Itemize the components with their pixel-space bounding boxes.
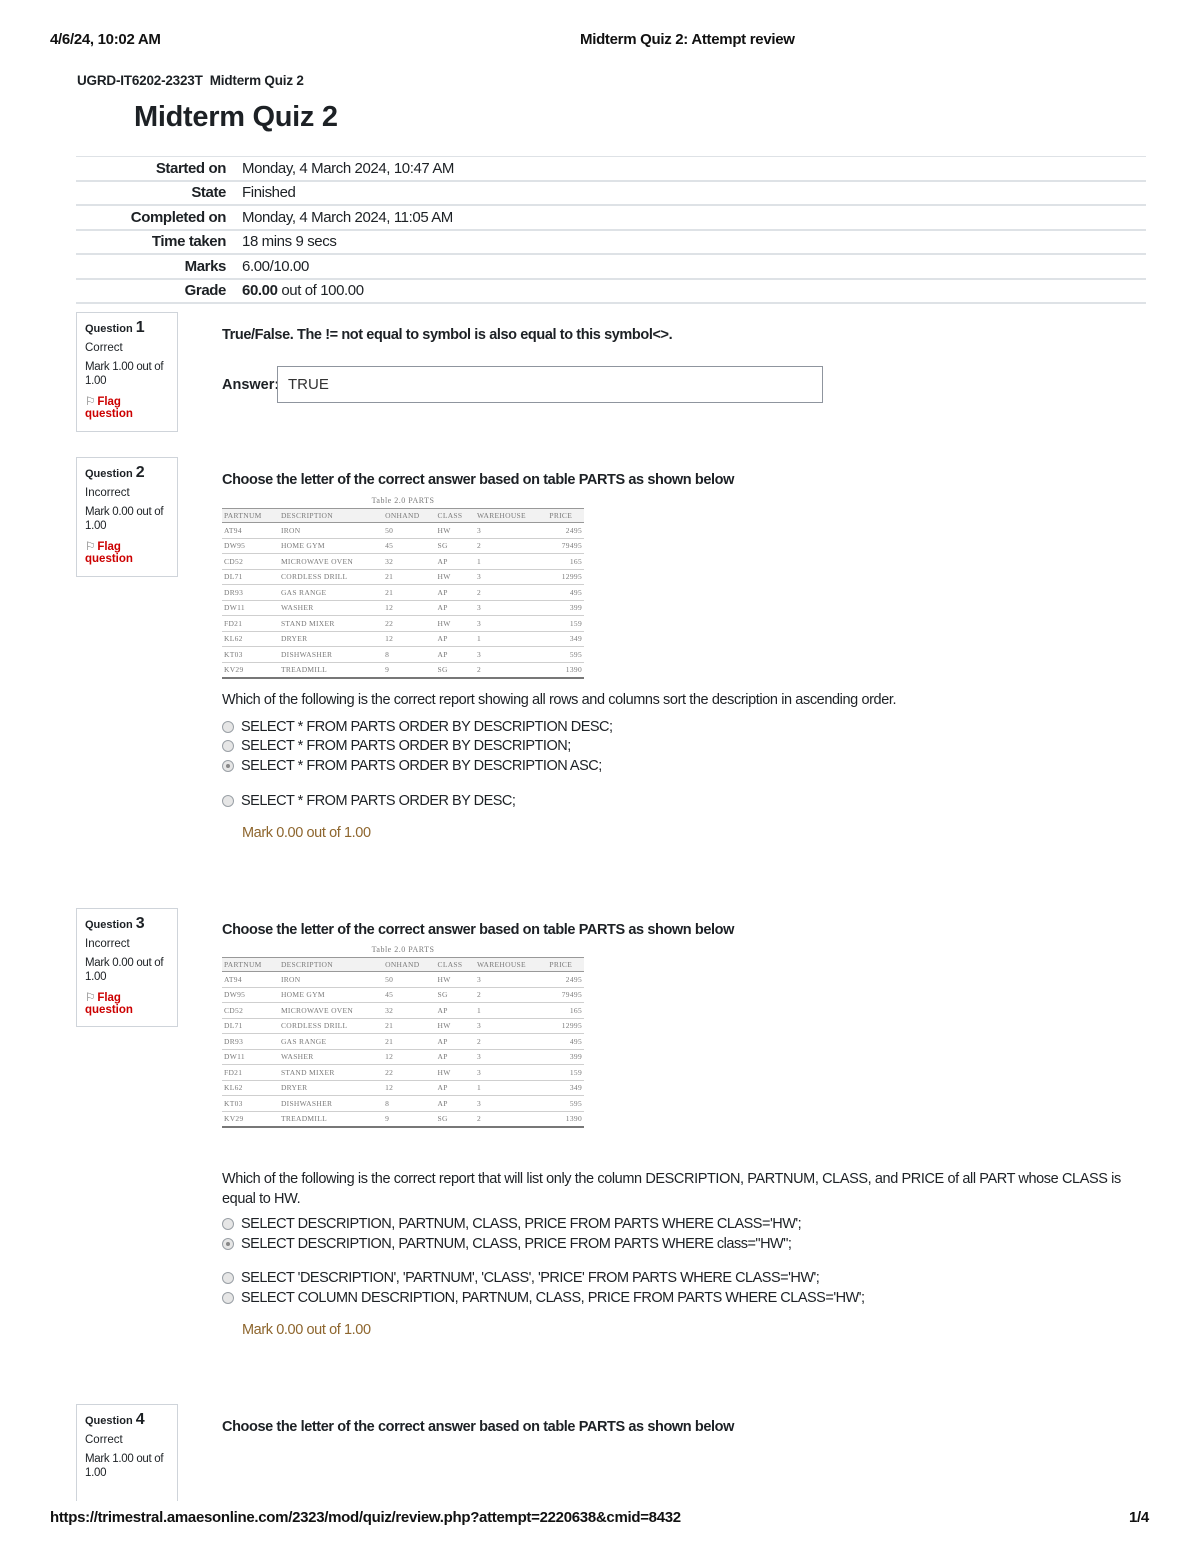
- parts-col-header: CLASS: [436, 958, 475, 972]
- parts-table-cell: HOME GYM: [279, 987, 383, 1003]
- parts-table-cell: 45: [383, 987, 435, 1003]
- parts-col-header: WAREHOUSE: [475, 509, 547, 523]
- parts-col-header: PARTNUM: [222, 509, 279, 523]
- parts-table-cell: DR93: [222, 585, 279, 601]
- parts-table-row: [222, 600, 584, 616]
- summary-row-marks: [76, 255, 1146, 280]
- parts-table-cell: DW11: [222, 600, 279, 616]
- parts-table-cell: 22: [383, 616, 435, 632]
- parts-table-cell: HW: [436, 616, 475, 632]
- summary-value: 18 mins 9 secs: [242, 233, 337, 251]
- parts-table-cell: 21: [383, 1018, 435, 1034]
- parts-table-cell: 3: [475, 647, 547, 663]
- flag-icon: ⚐: [85, 992, 96, 1004]
- question-state: Correct: [85, 1434, 123, 1446]
- parts-table-cell: 3: [475, 972, 547, 988]
- parts-table-cell: 1: [475, 1080, 547, 1096]
- parts-table-cell: AP: [436, 600, 475, 616]
- parts-table-cell: HW: [436, 972, 475, 988]
- parts-table-cell: AP: [436, 554, 475, 570]
- answer-field[interactable]: TRUE: [277, 366, 823, 403]
- breadcrumb-quiz[interactable]: Midterm Quiz 2: [209, 73, 304, 88]
- parts-table-cell: 2: [475, 538, 547, 554]
- parts-col-header: PARTNUM: [222, 958, 279, 972]
- parts-table-cell: 2495: [547, 972, 584, 988]
- question-number: Question 1: [85, 319, 145, 336]
- question-state: Incorrect: [85, 487, 130, 499]
- parts-table-row: [222, 987, 584, 1003]
- parts-table-cell: GAS RANGE: [279, 1034, 383, 1050]
- parts-table-cell: 12: [383, 1049, 435, 1065]
- breadcrumb-course[interactable]: UGRD-IT6202-2323T: [77, 73, 203, 88]
- flag-question-link[interactable]: ⚐ Flag question: [85, 396, 133, 420]
- parts-table: [222, 508, 584, 679]
- parts-table-cell: 3: [475, 1049, 547, 1065]
- parts-table-cell: 3: [475, 523, 547, 539]
- parts-table-row: [222, 972, 584, 988]
- parts-table-cell: 79495: [547, 538, 584, 554]
- question-mark: Mark 1.00 out of 1.00: [85, 361, 164, 387]
- parts-table-cell: AP: [436, 1049, 475, 1065]
- parts-table-cell: DRYER: [279, 1080, 383, 1096]
- parts-table-cell: AP: [436, 1096, 475, 1112]
- parts-table-cell: HW: [436, 1018, 475, 1034]
- summary-label: Time taken: [151, 233, 226, 251]
- parts-table-row: [222, 631, 584, 647]
- parts-table-cell: FD21: [222, 1065, 279, 1081]
- radio-button[interactable]: [222, 721, 234, 733]
- parts-table-cell: 495: [547, 1034, 584, 1050]
- question-mark: Mark 1.00 out of 1.00: [85, 1453, 164, 1479]
- parts-table-cell: DR93: [222, 1034, 279, 1050]
- parts-table-caption: Table 2.0 PARTS: [371, 945, 435, 954]
- parts-table-cell: TREADMILL: [279, 1111, 383, 1127]
- parts-table-row: [222, 554, 584, 570]
- parts-table-cell: 3: [475, 569, 547, 585]
- parts-table-cell: 2: [475, 1034, 547, 1050]
- parts-table-row: [222, 1065, 584, 1081]
- parts-table-cell: IRON: [279, 523, 383, 539]
- parts-table-cell: GAS RANGE: [279, 585, 383, 601]
- parts-table-cell: 50: [383, 523, 435, 539]
- parts-table-cell: 1: [475, 554, 547, 570]
- question-mark: Mark 0.00 out of 1.00: [85, 957, 164, 983]
- parts-table-cell: HOME GYM: [279, 538, 383, 554]
- parts-table-cell: KV29: [222, 1111, 279, 1127]
- print-datetime: 4/6/24, 10:02 AM: [50, 31, 161, 48]
- parts-table-cell: DISHWASHER: [279, 647, 383, 663]
- parts-table-cell: KT03: [222, 1096, 279, 1112]
- parts-table-cell: 159: [547, 1065, 584, 1081]
- parts-table-cell: DW11: [222, 1049, 279, 1065]
- parts-table-cell: SG: [436, 662, 475, 678]
- parts-table-cell: DW95: [222, 987, 279, 1003]
- parts-table-cell: MICROWAVE OVEN: [279, 1003, 383, 1019]
- flag-icon: ⚐: [85, 396, 96, 408]
- parts-table-cell: FD21: [222, 616, 279, 632]
- parts-table-cell: DISHWASHER: [279, 1096, 383, 1112]
- question-number: Question 2: [85, 464, 145, 481]
- parts-table-cell: HW: [436, 1065, 475, 1081]
- parts-table-cell: AP: [436, 585, 475, 601]
- question-mark-feedback: Mark 0.00 out of 1.00: [242, 1322, 371, 1338]
- parts-table-row: [222, 647, 584, 663]
- summary-label: Completed on: [130, 208, 226, 226]
- breadcrumb: [77, 73, 304, 88]
- radio-button[interactable]: [222, 740, 234, 752]
- parts-table-cell: 165: [547, 554, 584, 570]
- parts-table-cell: SG: [436, 987, 475, 1003]
- parts-table-cell: 2: [475, 662, 547, 678]
- parts-table-cell: 22: [383, 1065, 435, 1081]
- parts-table-cell: 1: [475, 1003, 547, 1019]
- summary-label: Started on: [155, 159, 226, 177]
- parts-table-cell: 349: [547, 631, 584, 647]
- question-3-prompt: Which of the following is the correct report that will list only the column DESCRIPTION, PARTNUM, CLASS, and PRICE of all PART whose CLASS is equal to HW.: [222, 1171, 1121, 1207]
- radio-button[interactable]: [222, 1292, 234, 1304]
- summary-value: Monday, 4 March 2024, 10:47 AM: [242, 159, 455, 177]
- parts-table-cell: AP: [436, 1034, 475, 1050]
- flag-icon: ⚐: [85, 541, 96, 553]
- parts-table-cell: WASHER: [279, 600, 383, 616]
- parts-table-cell: 1390: [547, 662, 584, 678]
- parts-table-cell: 3: [475, 1096, 547, 1112]
- summary-row-grade: [76, 280, 1146, 305]
- answer-option[interactable]: SELECT * FROM PARTS ORDER BY DESC;: [222, 793, 515, 809]
- parts-table-cell: MICROWAVE OVEN: [279, 554, 383, 570]
- parts-table-cell: 12995: [547, 1018, 584, 1034]
- summary-value: [242, 282, 364, 299]
- parts-table-cell: 32: [383, 554, 435, 570]
- parts-table-cell: AP: [436, 647, 475, 663]
- parts-table-cell: 2: [475, 987, 547, 1003]
- parts-table-cell: 21: [383, 1034, 435, 1050]
- parts-table-row: [222, 538, 584, 554]
- summary-value: 6.00/10.00: [242, 257, 309, 275]
- parts-table-cell: KL62: [222, 1080, 279, 1096]
- question-4-text: Choose the letter of the correct answer based on table PARTS as shown below: [222, 1419, 734, 1435]
- flag-question-link[interactable]: ⚐ Flag question: [85, 541, 133, 565]
- question-mark-feedback: Mark 0.00 out of 1.00: [242, 825, 371, 841]
- radio-button-selected[interactable]: [222, 760, 234, 772]
- parts-table-cell: 12: [383, 600, 435, 616]
- parts-table-cell: AT94: [222, 523, 279, 539]
- parts-table-cell: 165: [547, 1003, 584, 1019]
- summary-row-completed: [76, 206, 1146, 231]
- answer-option[interactable]: SELECT * FROM PARTS ORDER BY DESCRIPTION DESC;: [222, 719, 613, 735]
- parts-table-cell: KT03: [222, 647, 279, 663]
- parts-table-cell: 2495: [547, 523, 584, 539]
- parts-table-cell: DRYER: [279, 631, 383, 647]
- parts-table-cell: CORDLESS DRILL: [279, 569, 383, 585]
- radio-button-selected[interactable]: [222, 1238, 234, 1250]
- parts-table-body-q3: [222, 972, 584, 1128]
- parts-table-cell: 3: [475, 1018, 547, 1034]
- summary-label: State: [191, 184, 226, 202]
- parts-table-body-q2: [222, 523, 584, 679]
- grade-value: 60.00: [242, 282, 278, 300]
- question-4-info: [76, 1404, 178, 1501]
- parts-table-row: [222, 1049, 584, 1065]
- question-2-prompt: Which of the following is the correct report showing all rows and columns sort the description in ascending order.: [222, 692, 897, 708]
- parts-table-cell: HW: [436, 569, 475, 585]
- answer-option-selected[interactable]: SELECT DESCRIPTION, PARTNUM, CLASS, PRICE FROM PARTS WHERE class="HW";: [222, 1236, 791, 1252]
- parts-table-image: [222, 496, 584, 679]
- parts-table-cell: 79495: [547, 987, 584, 1003]
- summary-label: Marks: [184, 257, 226, 275]
- parts-table-cell: CORDLESS DRILL: [279, 1018, 383, 1034]
- parts-table-cell: 595: [547, 1096, 584, 1112]
- summary-label: Grade: [184, 282, 226, 300]
- parts-table-cell: DL71: [222, 569, 279, 585]
- page-title: Midterm Quiz 2: [134, 101, 338, 133]
- answer-option[interactable]: SELECT DESCRIPTION, PARTNUM, CLASS, PRICE FROM PARTS WHERE CLASS='HW';: [222, 1216, 801, 1232]
- parts-table-cell: IRON: [279, 972, 383, 988]
- parts-table-cell: 8: [383, 647, 435, 663]
- radio-button[interactable]: [222, 1272, 234, 1284]
- parts-col-header: ONHAND: [383, 958, 435, 972]
- parts-table-cell: 12: [383, 1080, 435, 1096]
- parts-table-cell: SG: [436, 538, 475, 554]
- answer-option[interactable]: SELECT COLUMN DESCRIPTION, PARTNUM, CLASS, PRICE FROM PARTS WHERE CLASS='HW';: [222, 1290, 865, 1306]
- radio-button[interactable]: [222, 1218, 234, 1230]
- parts-table-row: [222, 523, 584, 539]
- parts-table-cell: 3: [475, 1065, 547, 1081]
- parts-table-cell: CD52: [222, 554, 279, 570]
- parts-table-cell: 2: [475, 585, 547, 601]
- question-number: Question 4: [85, 1411, 145, 1428]
- parts-table-cell: 12995: [547, 569, 584, 585]
- parts-table-cell: 399: [547, 600, 584, 616]
- question-mark: Mark 0.00 out of 1.00: [85, 506, 164, 532]
- parts-table-row: [222, 1096, 584, 1112]
- parts-table-row: [222, 1034, 584, 1050]
- parts-table-cell: 1: [475, 631, 547, 647]
- parts-table-cell: SG: [436, 1111, 475, 1127]
- radio-button[interactable]: [222, 795, 234, 807]
- parts-table-cell: 1390: [547, 1111, 584, 1127]
- parts-table-cell: AT94: [222, 972, 279, 988]
- parts-table-cell: 2: [475, 1111, 547, 1127]
- parts-table-cell: 595: [547, 647, 584, 663]
- parts-table-cell: KV29: [222, 662, 279, 678]
- question-number: Question 3: [85, 915, 145, 932]
- summary-row-state: [76, 182, 1146, 207]
- parts-table-cell: DL71: [222, 1018, 279, 1034]
- print-title: Midterm Quiz 2: Attempt review: [580, 31, 795, 48]
- parts-table-cell: 495: [547, 585, 584, 601]
- parts-table-cell: 12: [383, 631, 435, 647]
- answer-option[interactable]: SELECT 'DESCRIPTION', 'PARTNUM', 'CLASS', 'PRICE' FROM PARTS WHERE CLASS='HW';: [222, 1270, 819, 1286]
- parts-table-cell: 349: [547, 1080, 584, 1096]
- parts-table-image: [222, 945, 584, 1128]
- parts-table-cell: AP: [436, 1003, 475, 1019]
- parts-col-header: WAREHOUSE: [475, 958, 547, 972]
- parts-table-cell: 32: [383, 1003, 435, 1019]
- print-footer-page: 1/4: [1129, 1509, 1149, 1526]
- parts-table-cell: 9: [383, 662, 435, 678]
- parts-table-row: [222, 662, 584, 678]
- parts-table-cell: 159: [547, 616, 584, 632]
- parts-table-cell: STAND MIXER: [279, 616, 383, 632]
- question-3-info: [76, 908, 178, 1027]
- parts-table-cell: AP: [436, 631, 475, 647]
- parts-table-cell: 9: [383, 1111, 435, 1127]
- parts-table-cell: 21: [383, 585, 435, 601]
- summary-row-started: [76, 157, 1146, 182]
- question-1-info: [76, 312, 178, 432]
- question-1-text: True/False. The != not equal to symbol is also equal to this symbol<>.: [222, 327, 673, 343]
- parts-table: [222, 957, 584, 1128]
- parts-col-header: ONHAND: [383, 509, 435, 523]
- parts-table-cell: HW: [436, 523, 475, 539]
- question-2-text: Choose the letter of the correct answer based on table PARTS as shown below: [222, 472, 734, 488]
- summary-row-time-taken: [76, 231, 1146, 256]
- summary-value: Finished: [242, 184, 296, 202]
- parts-table-cell: STAND MIXER: [279, 1065, 383, 1081]
- parts-table-cell: DW95: [222, 538, 279, 554]
- answer-option-selected[interactable]: SELECT * FROM PARTS ORDER BY DESCRIPTION ASC;: [222, 758, 602, 774]
- parts-table-row: [222, 585, 584, 601]
- parts-table-cell: 3: [475, 600, 547, 616]
- flag-question-link[interactable]: ⚐ Flag question: [85, 992, 133, 1016]
- parts-table-row: [222, 1018, 584, 1034]
- parts-col-header: PRICE: [547, 509, 584, 523]
- parts-table-cell: 50: [383, 972, 435, 988]
- parts-col-header: PRICE: [547, 958, 584, 972]
- parts-table-row: [222, 1080, 584, 1096]
- parts-table-row: [222, 1111, 584, 1127]
- answer-label: Answer:: [222, 377, 280, 393]
- parts-table-cell: WASHER: [279, 1049, 383, 1065]
- print-footer-url: https://trimestral.amaesonline.com/2323/mod/quiz/review.php?attempt=2220638&cmid=8432: [50, 1509, 681, 1526]
- parts-table-row: [222, 616, 584, 632]
- parts-table-cell: 8: [383, 1096, 435, 1112]
- summary-value: Monday, 4 March 2024, 11:05 AM: [242, 208, 453, 226]
- parts-col-header: CLASS: [436, 509, 475, 523]
- parts-col-header: DESCRIPTION: [279, 509, 383, 523]
- parts-table-cell: CD52: [222, 1003, 279, 1019]
- question-3-text: Choose the letter of the correct answer based on table PARTS as shown below: [222, 922, 734, 938]
- answer-option[interactable]: SELECT * FROM PARTS ORDER BY DESCRIPTION;: [222, 738, 571, 754]
- question-state: Correct: [85, 342, 123, 354]
- parts-table-cell: 21: [383, 569, 435, 585]
- question-2-info: [76, 457, 178, 577]
- parts-table-row: [222, 569, 584, 585]
- parts-table-cell: 399: [547, 1049, 584, 1065]
- attempt-summary: [76, 156, 1146, 304]
- grade-suffix: out of 100.00: [277, 282, 364, 300]
- parts-table-cell: TREADMILL: [279, 662, 383, 678]
- parts-table-cell: KL62: [222, 631, 279, 647]
- parts-table-cell: 3: [475, 616, 547, 632]
- parts-table-caption: Table 2.0 PARTS: [371, 496, 435, 505]
- parts-table-row: [222, 1003, 584, 1019]
- parts-table-cell: AP: [436, 1080, 475, 1096]
- parts-col-header: DESCRIPTION: [279, 958, 383, 972]
- question-state: Incorrect: [85, 938, 130, 950]
- parts-table-cell: 45: [383, 538, 435, 554]
